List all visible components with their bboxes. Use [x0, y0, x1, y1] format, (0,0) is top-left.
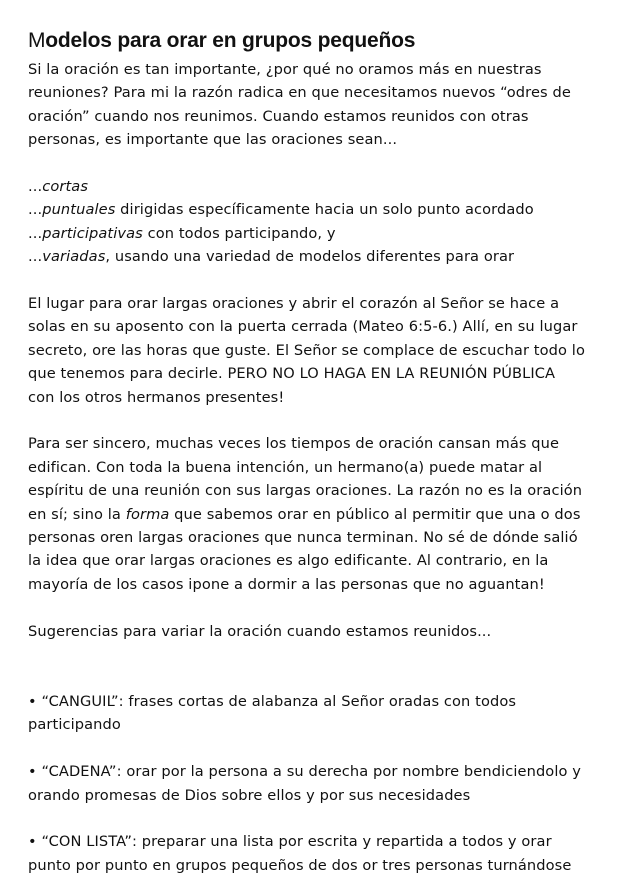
- title-first-letter: M: [28, 29, 46, 52]
- suggestion-line: participando: [28, 716, 121, 734]
- intro-line: oración” cuando nos reunimos. Cuando estamos reunidos con otras: [28, 107, 529, 125]
- paragraph-line: personas oren largas oraciones que nunca terminan. No sé de dónde salió: [28, 529, 578, 547]
- paragraph-line: edifican. Con toda la buena intención, un hermano(a) puede matar al: [28, 458, 543, 476]
- page-title: [28, 28, 618, 54]
- intro-line: Si la oración es tan importante, ¿por qué no oramos más en nuestras: [28, 61, 542, 78]
- paragraph-line: secreto, ore las horas que guste. El Señor se complace de escuchar todo lo: [28, 341, 585, 359]
- paragraph-long-prayers: [28, 432, 618, 596]
- quality-term: participativas: [42, 224, 143, 242]
- quality-prefix: ...: [28, 248, 43, 266]
- qualities-list: [28, 175, 618, 269]
- document-page: [28, 28, 618, 877]
- quality-item: [28, 245, 618, 268]
- intro-line: personas, es importante que las oraciones sean...: [28, 131, 398, 149]
- suggestion-line: orando promesas de Dios sobre ellos y por sus necesidades: [28, 786, 471, 804]
- line-segment: que sabemos orar en público al permitir que una o dos: [169, 505, 581, 523]
- quality-rest: dirigidas específicamente hacia un solo punto acordado: [115, 201, 534, 219]
- suggestion-line: punto por punto en grupos pequeños de dos or tres personas turnándose: [28, 856, 572, 874]
- quality-item: [28, 222, 618, 245]
- quality-term: variadas: [42, 248, 106, 266]
- quality-rest: , usando una variedad de modelos diferentes para orar: [105, 248, 515, 266]
- emphasis-word: forma: [125, 505, 170, 523]
- suggestion-line: • “CON LISTA”: preparar una lista por escrita y repartida a todos y orar: [28, 833, 552, 851]
- paragraph-line: Para ser sincero, muchas veces los tiempos de oración cansan más que: [28, 435, 560, 453]
- suggestion-line: • “CANGUIL”: frases cortas de alabanza al Señor oradas con todos: [28, 692, 517, 710]
- quality-rest: con todos participando, y: [142, 224, 336, 242]
- quality-item: [28, 198, 618, 221]
- line-segment: en sí; sino la: [28, 505, 126, 523]
- suggestion-line: • “CADENA”: orar por la persona a su derecha por nombre bendiciendolo y: [28, 763, 581, 781]
- suggestion-item: [28, 830, 618, 877]
- intro-paragraph: [28, 58, 618, 152]
- title-rest: odelos para orar en grupos pequeños: [45, 29, 416, 52]
- quality-prefix: ...: [28, 178, 43, 196]
- quality-term: puntuales: [42, 201, 116, 219]
- intro-line: reuniones? Para mi la razón radica en que necesitamos nuevos “odres de: [28, 84, 571, 102]
- quality-prefix: ...: [28, 201, 43, 219]
- paragraph-line: El lugar para orar largas oraciones y abrir el corazón al Señor se hace a: [28, 295, 560, 313]
- paragraph-line: la idea que orar largas oraciones es algo edificante. Al contrario, en la: [28, 552, 549, 570]
- quality-prefix: ...: [28, 224, 43, 242]
- suggestions-intro: Sugerencias para variar la oración cuando estamos reunidos...: [28, 622, 492, 640]
- paragraph-line: que tenemos para decirle. PERO NO LO HAGA EN LA REUNIÓN PÚBLICA: [28, 365, 556, 383]
- quality-term: cortas: [42, 178, 89, 196]
- paragraph-line: espíritu de una reunión con sus largas oraciones. La razón no es la oración: [28, 482, 583, 500]
- suggestion-item: [28, 690, 618, 737]
- paragraph-line: [28, 503, 618, 526]
- paragraph-line: solas en su aposento con la puerta cerrada (Mateo 6:5-6.) Allí, en su lugar: [28, 318, 578, 336]
- suggestion-item: [28, 760, 618, 807]
- quality-item: [28, 175, 618, 198]
- paragraph-line: mayoría de los casos ipone a dormir a las personas que no aguantan!: [28, 575, 545, 593]
- paragraph-prayer-place: [28, 292, 618, 409]
- paragraph-line: con los otros hermanos presentes!: [28, 388, 285, 406]
